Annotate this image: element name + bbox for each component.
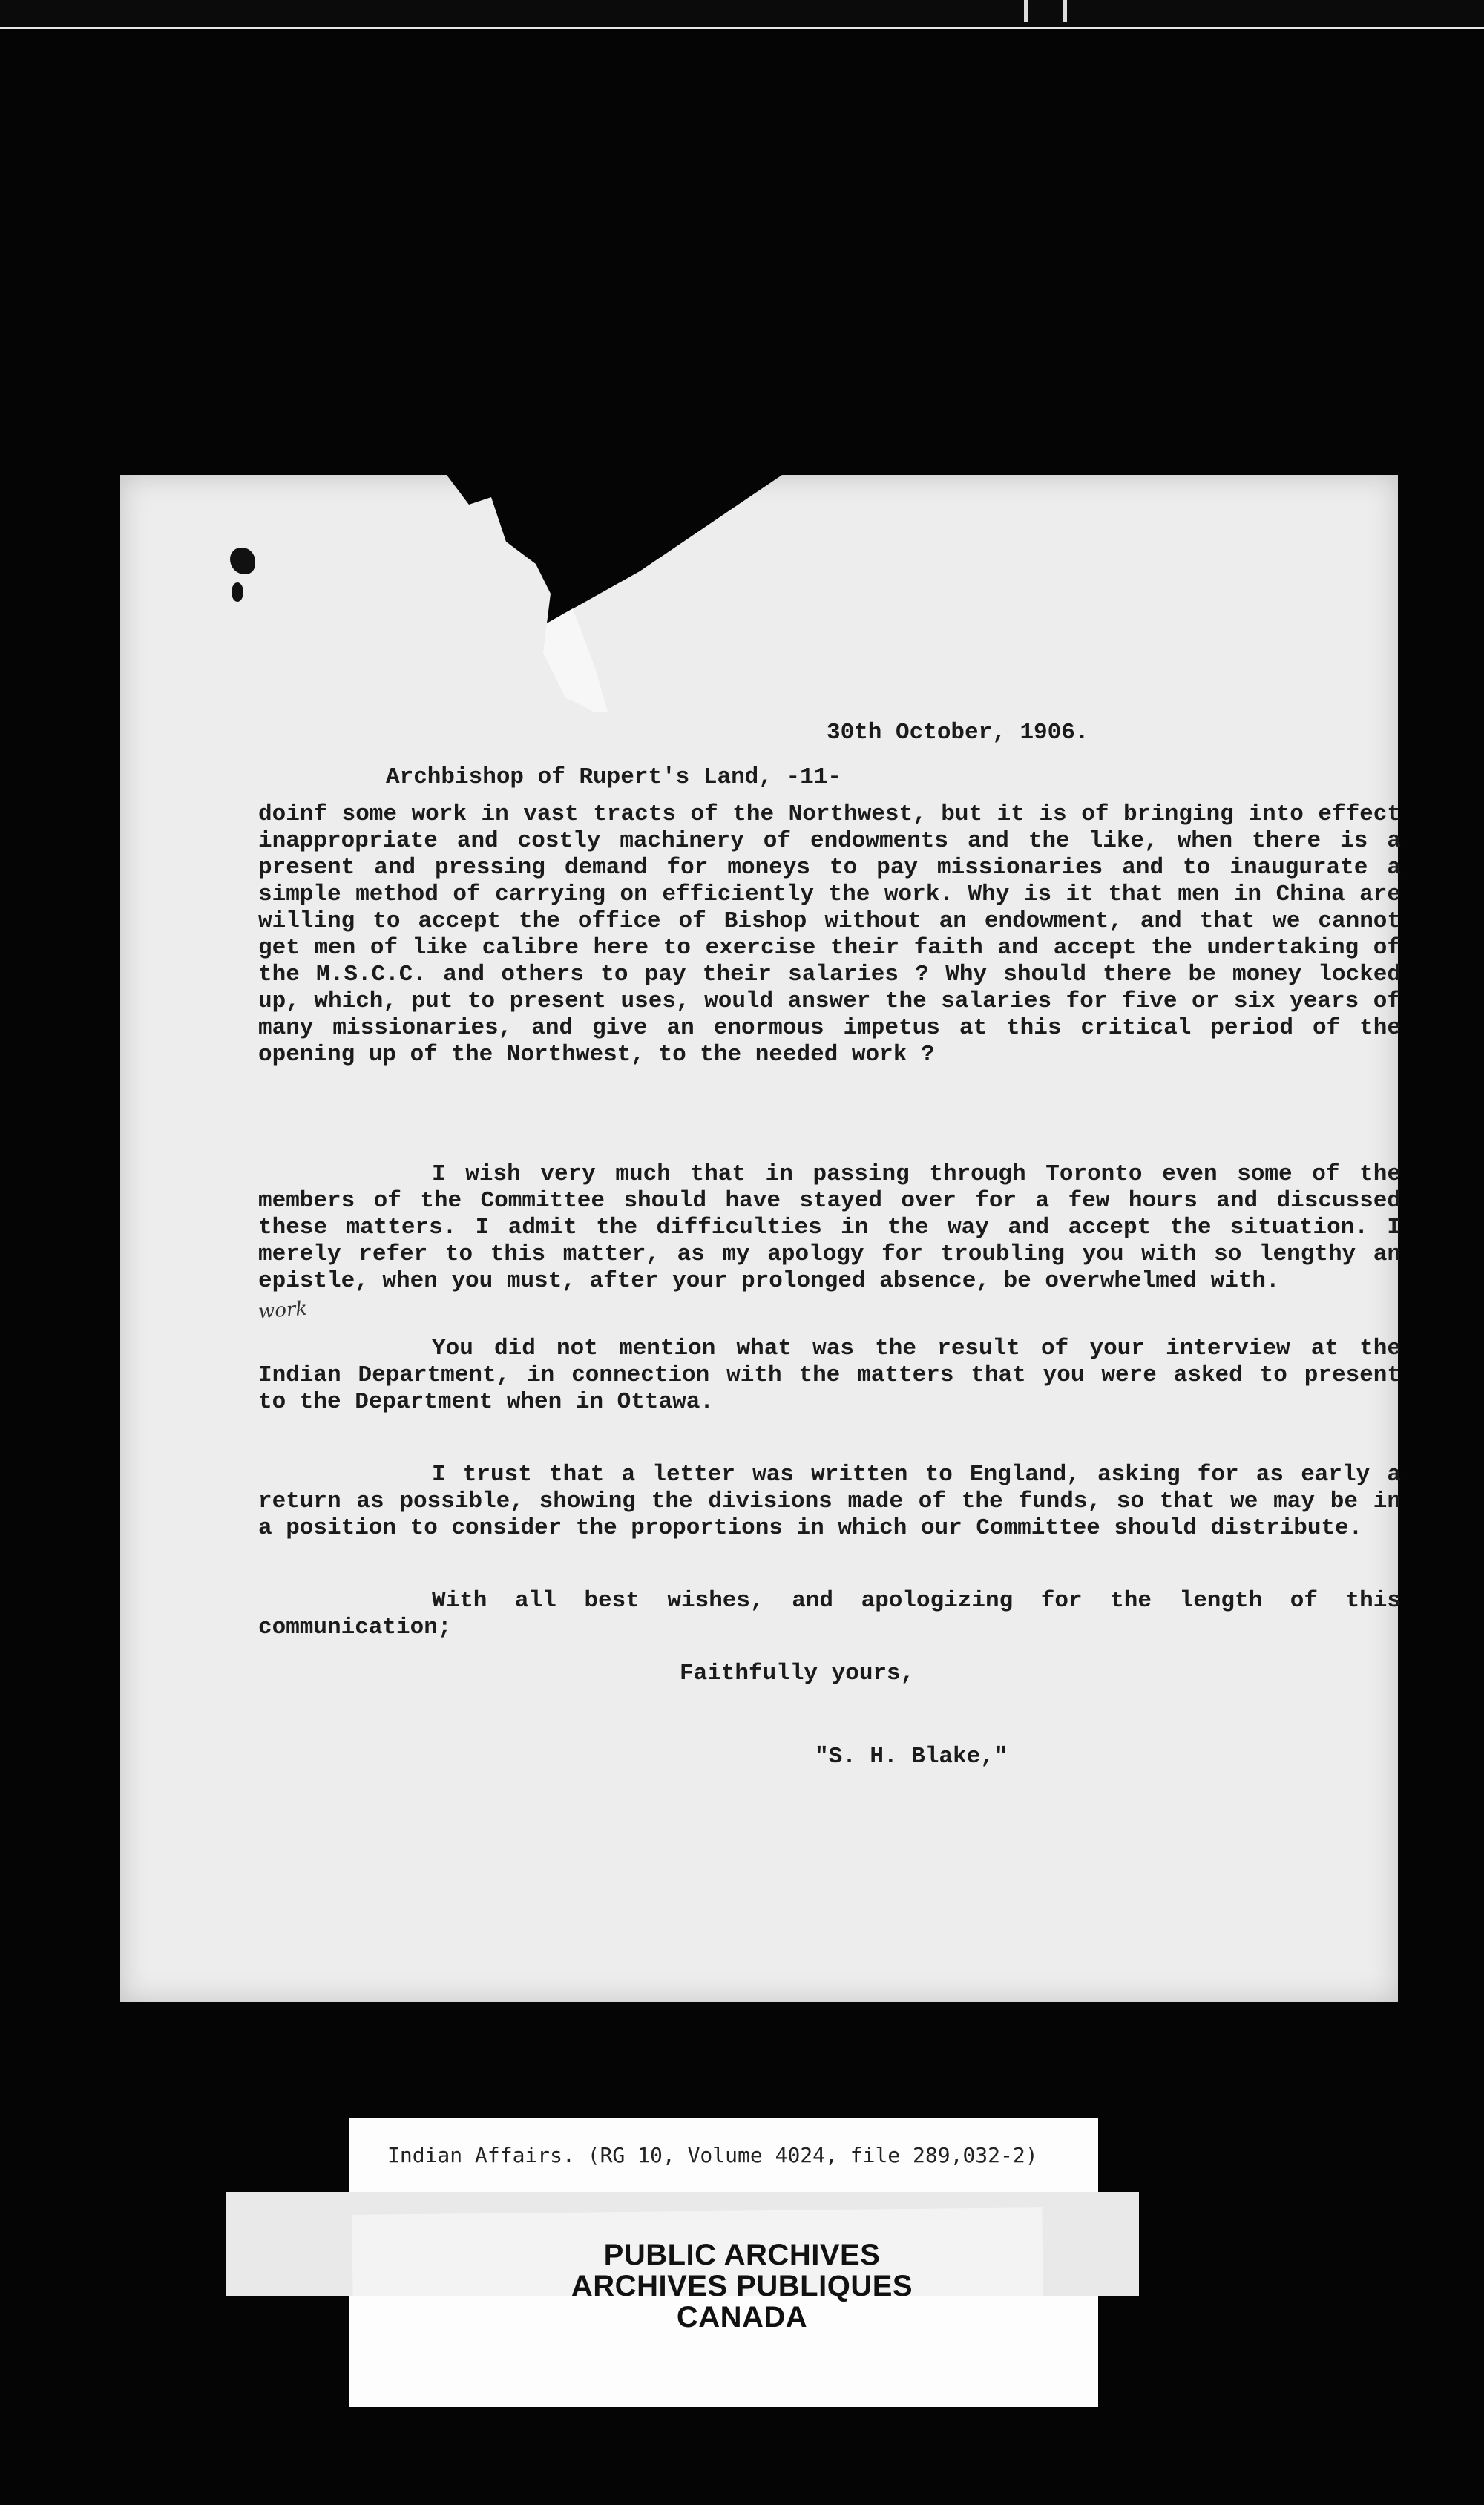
paragraph: I trust that a letter was written to England, asking for as early a return as possible, showing the divisions made of the funds, so that we may be in a position to consider the proportions in which our Committee should distribute. bbox=[258, 1462, 1401, 1541]
citation-label bbox=[349, 2118, 1098, 2192]
letter-closing: Faithfully yours, bbox=[680, 1661, 915, 1687]
stamp-line: CANADA bbox=[676, 2301, 808, 2334]
handwritten-note: work bbox=[257, 1297, 309, 1324]
paragraph: I wish very much that in passing through Toronto even some of the members of the Committee should have stayed over for a few hours and discussed these matters. I admit the difficulties in the way and accept the situation. I merely refer to this matter, as my apology for troubling you with so lengthy an epistle, when you must, after your prolonged absence, be overwhelmed with. bbox=[258, 1161, 1401, 1294]
torn-corner bbox=[120, 475, 1398, 712]
citation-text: Indian Affairs. (RG 10, Volume 4024, file 289,032-2) bbox=[387, 2143, 1038, 2167]
paragraph: doinf some work in vast tracts of the Northwest, but it is of bringing into effect inappropriate and costly machinery of endowments and the like, when there is a present and pressing demand for moneys to pay missionaries and to inaugurate a simple method of carrying on efficiently the work. Why is it that men in China are willing to accept the office of Bishop without an endowment, and that we cannot get men of like calibre here to exercise their faith and accept the undertaking of the M.S.C.C. and others to pay their salaries ? Why should there be money locked up, which, put to present uses, would answer the salaries for five or six years of many missionaries, and give an enormous impetus at this critical period of the opening up of the Northwest, to the needed work ? bbox=[258, 801, 1401, 1068]
letter-signature: "S. H. Blake," bbox=[815, 1744, 1008, 1770]
ink-mark bbox=[232, 582, 243, 602]
film-edge bbox=[0, 0, 1484, 29]
archives-stamp bbox=[0, 2239, 1484, 2333]
stamp-line: PUBLIC ARCHIVES bbox=[603, 2239, 881, 2271]
paragraph: You did not mention what was the result of your interview at the Indian Department, in connection with the matters that you were asked to present to the Department when in Ottawa. bbox=[258, 1336, 1401, 1415]
paragraph: With all best wishes, and apologizing for the length of this communication; bbox=[258, 1588, 1401, 1641]
letter-date: 30th October, 1906. bbox=[827, 720, 1089, 746]
stamp-line: ARCHIVES PUBLIQUES bbox=[571, 2270, 913, 2302]
film-tick bbox=[1063, 0, 1067, 22]
letter-addressee: Archbishop of Rupert's Land, -11- bbox=[386, 764, 841, 790]
film-tick bbox=[1024, 0, 1028, 22]
letter-page bbox=[120, 475, 1401, 2002]
